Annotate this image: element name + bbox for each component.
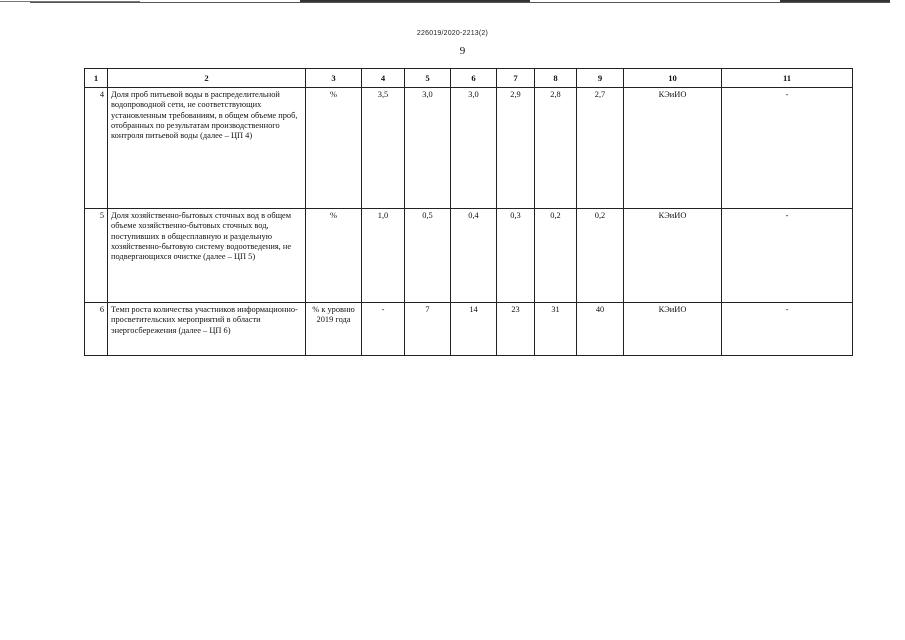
header-cell: 10 (624, 69, 722, 88)
header-cell: 4 (362, 69, 405, 88)
indicator-name: Доля хозяйственно-бытовых сточных вод в общем объеме хозяйственно-бытовых сточных вод, поступивших в общесплавную и раздельную хозяйственно-бытовую систему водоотведения, не подвергающихся очистке (далее – ЦП 5) (108, 209, 306, 303)
note-cell: - (722, 209, 853, 303)
header-cell: 8 (535, 69, 577, 88)
indicator-name: Темп роста количества участников информационно-просветительских мероприятий в области энергосбережения (далее – ЦП 6) (108, 303, 306, 356)
unit-cell: % (306, 209, 362, 303)
value-cell: 3,0 (451, 88, 497, 209)
header-cell: 5 (405, 69, 451, 88)
value-cell: 3,0 (405, 88, 451, 209)
scan-artifact-top (0, 0, 905, 8)
table-row (85, 209, 853, 303)
header-row (85, 69, 853, 88)
value-cell: 31 (535, 303, 577, 356)
note-cell: - (722, 88, 853, 209)
value-cell: 0,5 (405, 209, 451, 303)
page-number: 9 (459, 45, 466, 57)
unit-cell: % (306, 88, 362, 209)
indicator-name: Доля проб питьевой воды в распределительной водопроводной сети, не соответствующих установленным требованиям, в общем объеме проб, отобранных по результатам производственного контроля питьевой воды (далее – ЦП 4) (108, 88, 306, 209)
header-cell: 7 (497, 69, 535, 88)
value-cell: 40 (577, 303, 624, 356)
note-cell: - (722, 303, 853, 356)
row-number: 4 (85, 88, 108, 209)
header-cell: 6 (451, 69, 497, 88)
header-cell: 2 (108, 69, 306, 88)
value-cell: 1,0 (362, 209, 405, 303)
value-cell: 3,5 (362, 88, 405, 209)
table-row (85, 88, 853, 209)
value-cell: 0,2 (577, 209, 624, 303)
table-row (85, 303, 853, 356)
header-cell: 1 (85, 69, 108, 88)
row-number: 6 (85, 303, 108, 356)
value-cell: 2,7 (577, 88, 624, 209)
value-cell: - (362, 303, 405, 356)
value-cell: 23 (497, 303, 535, 356)
row-number: 5 (85, 209, 108, 303)
value-cell: 2,9 (497, 88, 535, 209)
header-cell: 11 (722, 69, 853, 88)
indicators-table (84, 68, 853, 356)
value-cell: 2,8 (535, 88, 577, 209)
responsible-cell: КЭиИО (624, 303, 722, 356)
value-cell: 0,2 (535, 209, 577, 303)
document-id: 226019/2020-2213(2) (416, 30, 489, 37)
value-cell: 0,4 (451, 209, 497, 303)
unit-cell: % к уровню 2019 года (306, 303, 362, 356)
responsible-cell: КЭиИО (624, 209, 722, 303)
value-cell: 14 (451, 303, 497, 356)
value-cell: 7 (405, 303, 451, 356)
header-cell: 3 (306, 69, 362, 88)
responsible-cell: КЭиИО (624, 88, 722, 209)
value-cell: 0,3 (497, 209, 535, 303)
header-cell: 9 (577, 69, 624, 88)
